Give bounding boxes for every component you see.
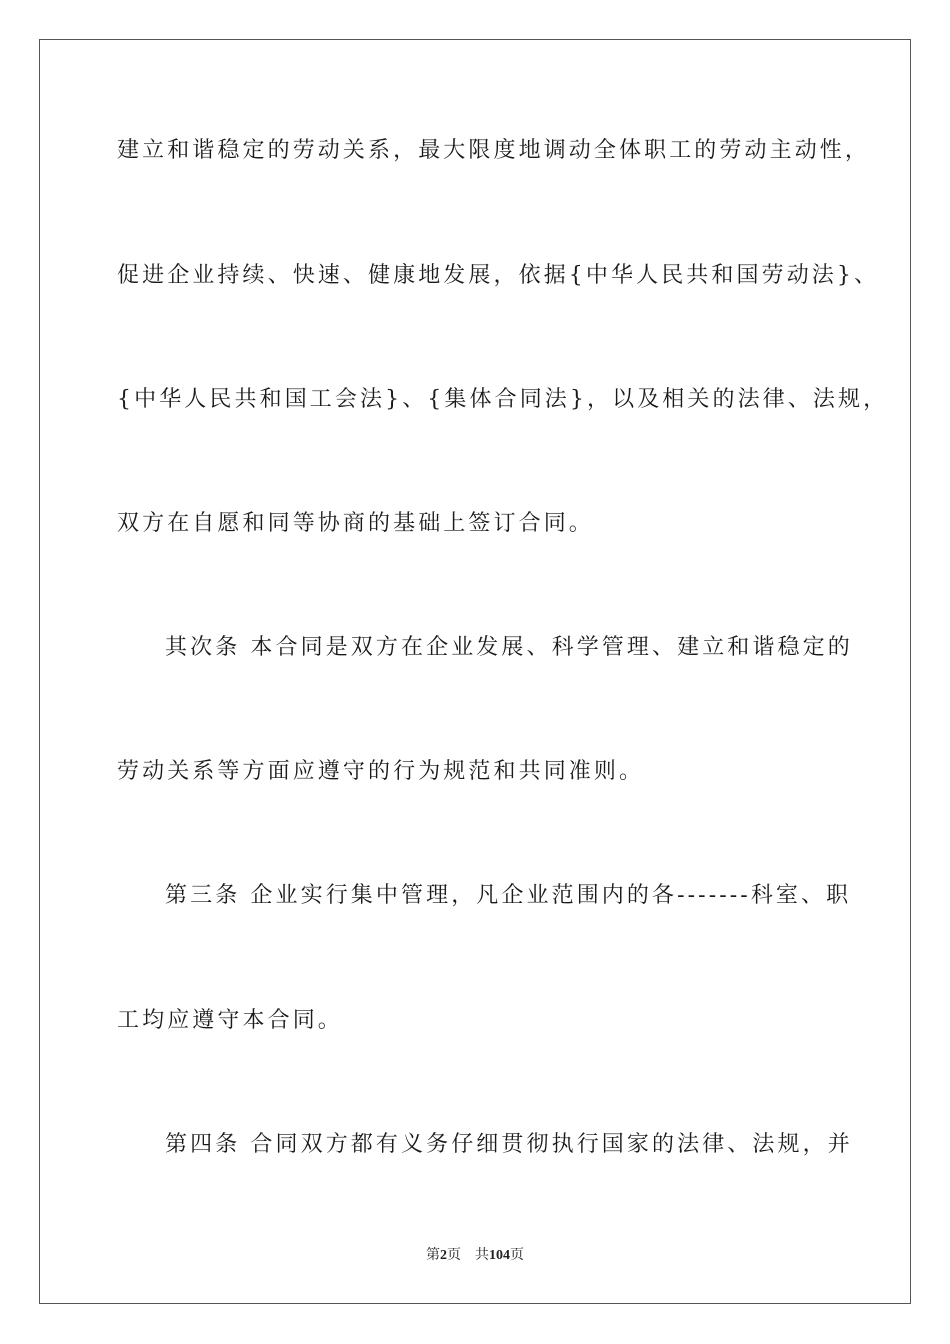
article-4-line-1: 第四条 合同双方都有义务仔细贯彻执行国家的法律、法规，并 xyxy=(165,1132,853,1157)
page-number: 2 xyxy=(440,1248,447,1263)
article-3-line-2: 工均应遵守本合同。 xyxy=(117,1008,343,1033)
total-prefix: 共 xyxy=(475,1248,489,1263)
page-footer xyxy=(0,1247,950,1265)
body-line-2: 促进企业持续、快速、健康地发展，依据{中华人民共和国劳动法}、 xyxy=(117,263,880,288)
page-suffix: 页 xyxy=(447,1248,461,1263)
article-3-line-1: 第三条 企业实行集中管理，凡企业范围内的各-------科室、职 xyxy=(165,883,852,908)
article-2-line-1: 其次条 本合同是双方在企业发展、科学管理、建立和谐稳定的 xyxy=(165,635,853,660)
total-suffix: 页 xyxy=(510,1248,524,1263)
body-line-4: 双方在自愿和同等协商的基础上签订合同。 xyxy=(117,511,594,536)
body-line-3: {中华人民共和国工会法}、{集体合同法}，以及相关的法律、法规， xyxy=(117,387,889,412)
page-border xyxy=(39,39,911,1304)
total-pages: 104 xyxy=(489,1248,510,1263)
article-2-line-2: 劳动关系等方面应遵守的行为规范和共同准则。 xyxy=(117,759,645,784)
page-prefix: 第 xyxy=(426,1248,440,1263)
body-line-1: 建立和谐稳定的劳动关系，最大限度地调动全体职工的劳动主动性， xyxy=(117,138,871,163)
